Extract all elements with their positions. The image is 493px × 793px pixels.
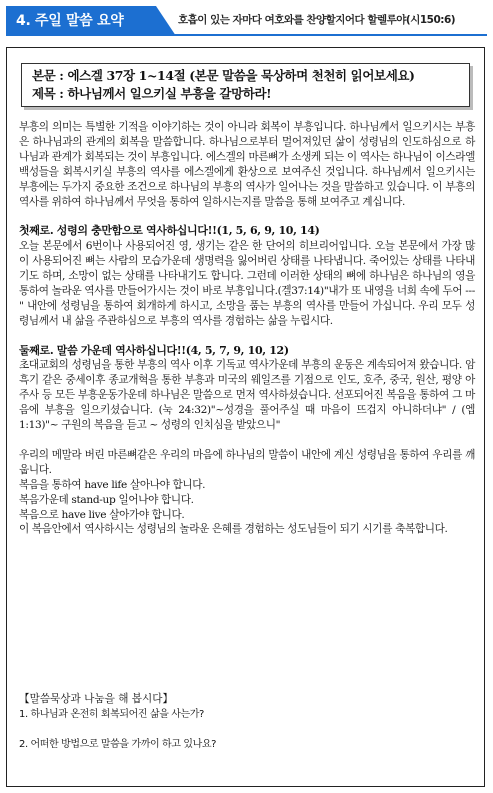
- discussion-questions: [19, 692, 475, 752]
- title-box: [21, 63, 470, 107]
- sermon-content: [19, 120, 475, 537]
- closing-line-4: 복음으로 have live 살아가야 합니다.: [19, 508, 185, 521]
- section-header: [6, 6, 487, 36]
- point1-body: 오늘 본문에서 6번이나 사용되어진 영, 생기는 같은 한 단어의 히브리어입니다. 오늘 본문에서 가장 많이 사용되어진 뼈는 사람의 모습가운데 생명력을 잃어버린 상태를 나타냅니다. 죽어있는 상태를 나타내기도 하며, 소망이 없는 상태를 나타내기도 합니다. 그런데 이러한 상태의 뼈에 하나님은 하나님의 영을 통하여 놀라운 역사를 만들어가시는 것이 바로 부흥입니다.(겔37:14)"내가 또 내영을 너희 속에 두어 ---" 내안에 성령님을 통하여 회개하게 하시고, 소망을 품는 부흥의 역사를 만들어 가십니다. 우리 모두 성령님께서 내 삶을 주관하심으로 부흥의 역사를 경험하는 삶을 누립시다.: [19, 240, 475, 327]
- question-2: 2. 어떠한 방법으로 말씀을 가까이 하고 있나요?: [19, 738, 217, 750]
- closing-line-3: 복음가운데 stand-up 일어나야 합니다.: [19, 493, 194, 506]
- header-verse: 호흡이 있는 자마다 여호와를 찬양할지어다 할렐루야(시150:6): [178, 14, 456, 26]
- point1-heading: 첫째로. 성령의 충만함으로 역사하십니다!!(1, 5, 6, 9, 10, 14): [19, 224, 320, 238]
- question-1: 1. 하나님과 온전히 회복되어진 삶을 사는가?: [19, 709, 204, 720]
- subject-line: 제목 : 하나님께서 일으키실 부흥을 갈망하라!: [32, 86, 272, 101]
- header-underline: [156, 34, 487, 36]
- closing-line-5: 이 복음안에서 역사하시는 성령님의 놀라운 은혜를 경험하는 성도님들이 되기 시기를 축복합니다.: [19, 523, 448, 536]
- sermon-summary-box: [6, 47, 485, 787]
- closing-line-2: 복음을 통하여 have life 살아나야 합니다.: [19, 478, 206, 491]
- closing-line-1: 우리의 메말라 버린 마른뼈같은 우리의 마음에 하나님의 말씀이 내안에 계신 성령님을 통하여 우리를 깨웁니다.: [19, 448, 475, 476]
- scripture-line: 본문 : 에스겔 37장 1~14절 (본문 말씀을 묵상하며 천천히 읽어보세요): [32, 68, 415, 83]
- questions-title: 【말씀묵상과 나눔을 해 봅시다】: [19, 693, 174, 705]
- point2-body: 초대교회의 성령님을 통한 부흥의 역사 이후 기독교 역사가운데 부흥의 운동은 계속되어져 왔습니다. 암흑기 같은 중세이후 종교개혁을 통한 부흥과 미국의 웨일즈를 기점으로 인도, 호주, 중국, 원산, 평양 아주사 등 모든 부흥운동가운데 하나님은 말씀으로 먼저 역사하셨습니다. 선포되어진 복음을 통하여 그 마음에 부흥을 일으키셨습니다. (눅 24:32)"~성경을 풀어주실 때 마음이 뜨겁지 아니하더냐" / (엡 1:13)"~ 구원의 복음을 듣고 ~ 성령의 인치심을 받았으니": [19, 359, 475, 432]
- point2-heading: 둘째로. 말씀 가운데 역사하십니다!!(4, 5, 7, 9, 10, 12): [19, 343, 289, 357]
- intro-paragraph: 부흥의 의미는 특별한 기적을 이야기하는 것이 아니라 회복이 부흥입니다. 하나님께서 일으키시는 부흥은 하나님과의 관계의 회복을 말씀합니다. 하나님으로부터 멀어져있던 삶이 성령님의 인도하심으로 하나님과 관계가 회복되는 것이 부흥입니다. 에스겔의 마른뼈가 소생케 되는 이 역사는 하나님이 이스라엘 백성들을 회복시키실 부흥의 역사를 에스겔에게 환상으로 보여주신 것입니다. 하나님께서 일으키시는 부흥에는 두가지 중요한 조건으로 하나님의 부흥의 역사가 일어나는 것을 말씀하고 있습니다. 이 부흥의 역사를 위하여 하나님께서 무엇을 통하여 일하시는지를 말씀을 통해 보여주고 계십니다.: [19, 121, 475, 208]
- section-title: 4. 주일 말씀 요약: [16, 13, 124, 29]
